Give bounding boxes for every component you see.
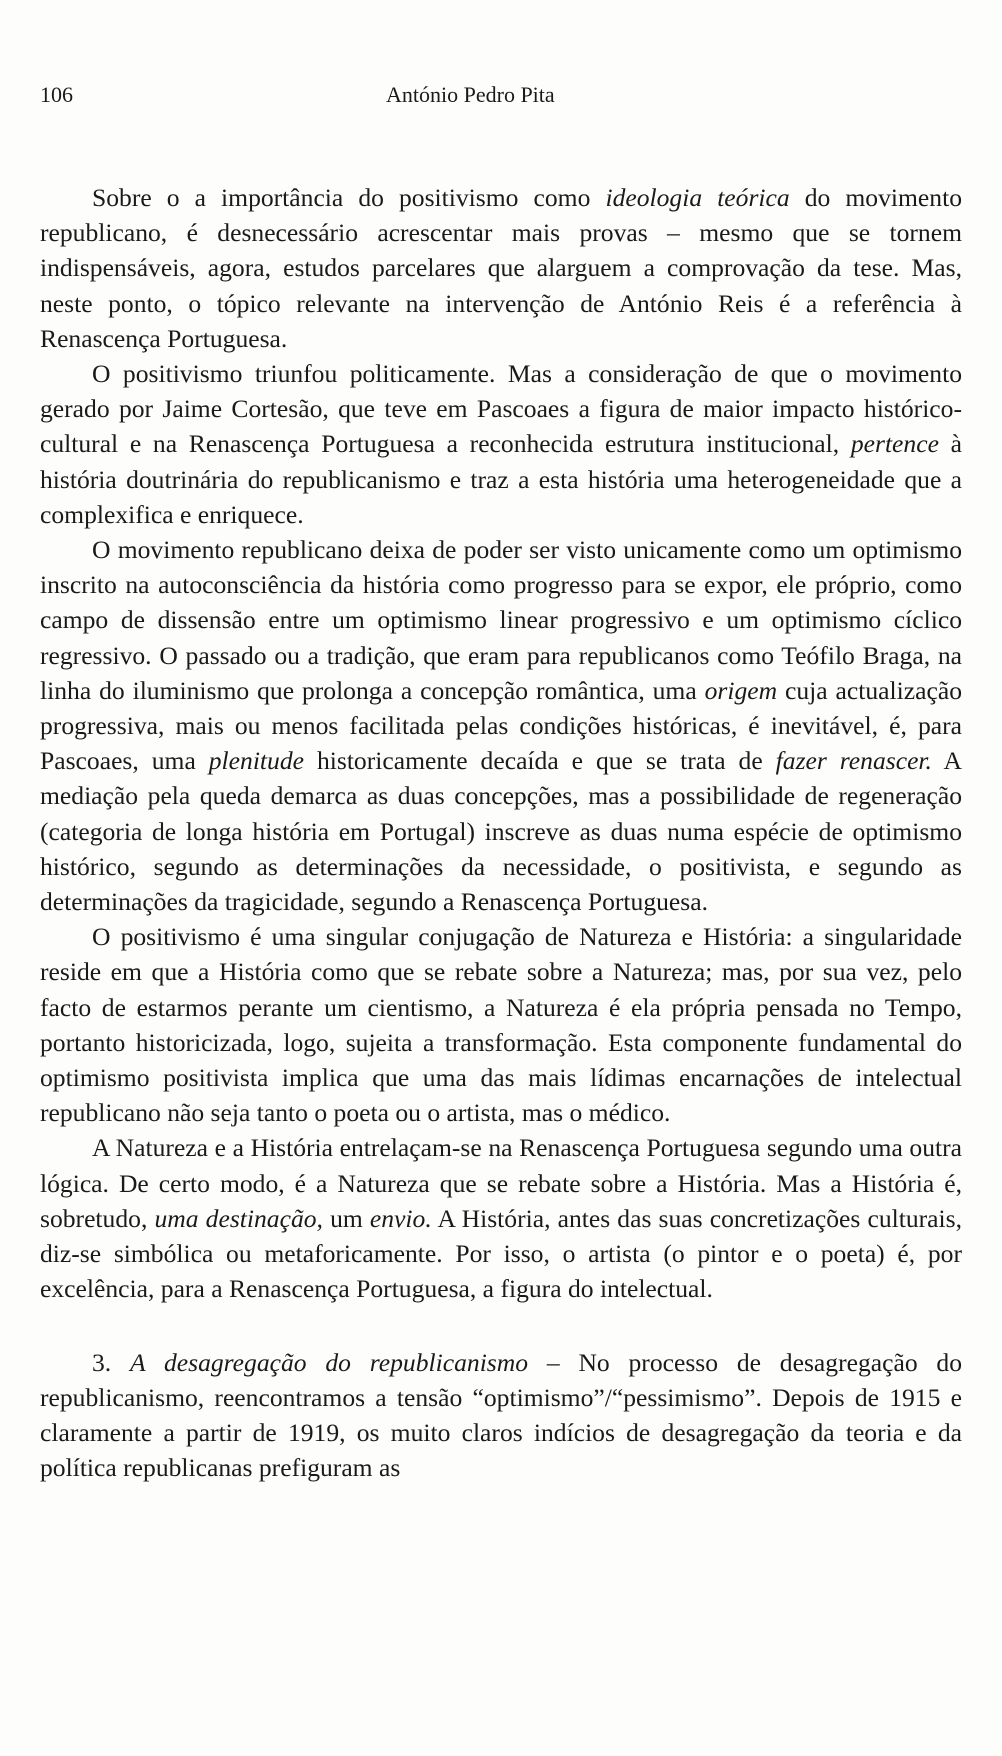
text-run: O movimento republicano deixa de poder ser visto unicamente como um optimismo inscrito na autoconsciência da história como progresso para se expor, ele próprio, como campo de dissensão entre um optimismo linear progressivo e um optimismo cíclico regressivo. O passado ou a tradição, que eram para republicanos como Teófilo Braga, na linha do iluminismo que prolonga a concepção romântica, uma bbox=[40, 535, 962, 705]
italic-phrase: plenitude bbox=[208, 746, 304, 776]
section-paragraph bbox=[40, 1345, 962, 1486]
running-head bbox=[40, 80, 960, 110]
text-run: um bbox=[322, 1203, 370, 1233]
text-run: A Natureza e a História entrelaçam-se na Renascença Portuguesa segundo uma outra lógica. De certo modo, é a Natureza que se rebate sobre a História. Mas a História é, sobretudo, bbox=[40, 1133, 962, 1233]
text-run: cuja actualização progressiva, mais ou menos facilitada pelas condições históricas, é inevitável, é, para Pascoaes, uma bbox=[40, 675, 962, 776]
italic-phrase: origem bbox=[704, 675, 778, 705]
running-title: António Pedro Pita bbox=[386, 82, 555, 107]
paragraph bbox=[40, 180, 962, 356]
text-run: – No processo de desagregação do republicanismo, reencontramos a tensão “optimismo”/“pessimismo”. Depois de 1915 e claramente a partir de 1919, os muito claros indícios de desagregação da teoria e da política republicanas prefiguram as bbox=[40, 1347, 963, 1483]
paragraph bbox=[40, 1130, 962, 1306]
section-number: 3. bbox=[92, 1347, 130, 1377]
section-title: A desagregação do republicanismo bbox=[130, 1347, 529, 1377]
italic-phrase: envio. bbox=[369, 1203, 432, 1233]
paragraph bbox=[40, 356, 962, 532]
text-run: do movimento republicano, é desnecessário acrescentar mais provas – mesmo que se tornem indispensáveis, agora, estudos parcelares que alarguem a comprovação da tese. Mas, neste ponto, o tópico relevante na intervenção de António Reis é a referência à Renascença Portuguesa. bbox=[40, 183, 962, 353]
page-number: 106 bbox=[40, 82, 73, 107]
italic-phrase: pertence bbox=[850, 429, 939, 459]
text-run: A História, antes das suas concretizações culturais, diz-se simbólica ou metaforicamente. Por isso, o artista (o pintor e o poeta) é, por excelência, para a Renascença Portuguesa, a figura do intelectual. bbox=[40, 1203, 962, 1304]
text-run: à história doutrinária do republicanismo e traz a esta história uma heterogeneidade que a complexifica e enriquece. bbox=[40, 429, 962, 529]
text-run: Sobre o a importância do positivismo como bbox=[92, 183, 606, 212]
text-run: O positivismo é uma singular conjugação de Natureza e História: a singularidade reside em que a História como que se rebate sobre a Natureza; mas, por sua vez, pelo facto de estarmos perante um cientismo, a Natureza é ela própria pensada no Tempo, portanto historicizada, logo, sujeita a transformação. Esta componente fundamental do optimismo positivista implica que uma das mais lídimas encarnações de intelectual republicano não seja tanto o poeta ou o artista, mas o médico. bbox=[40, 922, 962, 1128]
paragraph bbox=[40, 532, 962, 919]
italic-phrase: uma destinação, bbox=[154, 1203, 323, 1233]
paragraph bbox=[40, 919, 962, 1130]
body-text bbox=[40, 180, 962, 1485]
text-run: O positivismo triunfou politicamente. Mas a consideração de que o movimento gerado por Jaime Cortesão, que teve em Pascoaes a figura de maior impacto histórico-cultural e na Renascença Portuguesa a reconhecida estrutura institucional, bbox=[40, 359, 962, 459]
italic-phrase: ideologia teórica bbox=[605, 183, 790, 212]
text-run: A mediação pela queda demarca as duas concepções, mas a possibilidade de regeneração (categoria de longa história em Portugal) inscreve as duas numa espécie de optimismo histórico, segundo as determinações da necessidade, o positivista, e segundo as determinações da tragicidade, segundo a Renascença Portuguesa. bbox=[40, 746, 962, 917]
italic-phrase: fazer renascer. bbox=[775, 746, 932, 776]
text-run: historicamente decaída e que se trata de bbox=[304, 746, 776, 776]
